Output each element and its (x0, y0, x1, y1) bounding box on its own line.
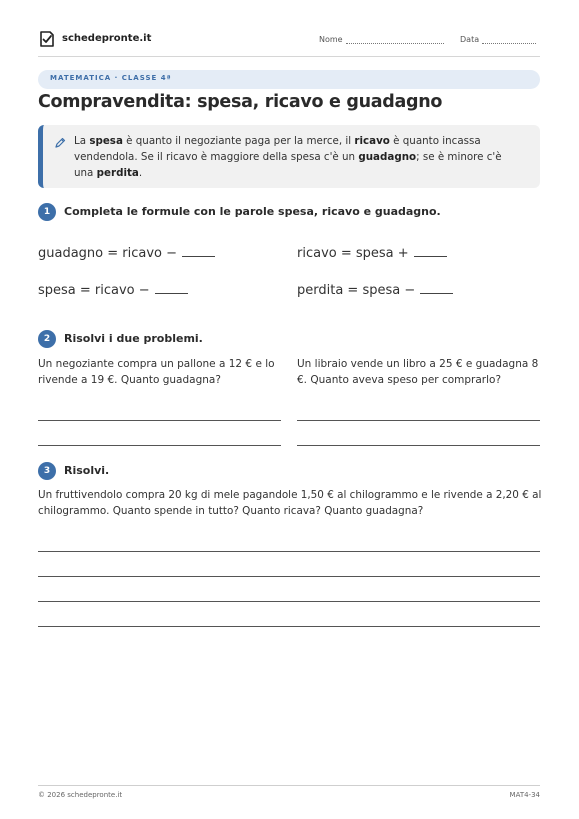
date-field[interactable] (460, 35, 536, 44)
name-blank[interactable] (346, 35, 444, 44)
formula-spesa (38, 283, 188, 298)
problem-b: Un libraio vende un libro a 25 € e guadagna 8 €. Quanto aveva speso per comprarlo? (297, 358, 539, 386)
term-perdita: perdita (96, 167, 139, 179)
exercise-number-2: 2 (38, 330, 56, 348)
exercise-number-1: 1 (38, 203, 56, 221)
info-text-part: è quanto incassa vendendola. Se il ricavo è maggiore della spesa c'è un (74, 135, 481, 163)
term-ricavo: ricavo (354, 135, 390, 147)
info-text-part: è quanto il negoziante paga per la merce, il (122, 135, 355, 147)
info-text-part: . (138, 167, 143, 179)
formula-text: perdita = spesa − (297, 283, 416, 298)
answer-blank[interactable] (182, 255, 215, 257)
info-text-part: ; se è minore c'è una (74, 151, 502, 179)
header-divider (38, 56, 540, 57)
page-header (38, 30, 540, 50)
checkbox-page-icon (38, 30, 56, 48)
pencil-icon (54, 137, 66, 149)
subject-label: MATEMATICA · CLASSE 4ª (50, 74, 172, 82)
footer-divider (38, 785, 540, 786)
term-spesa: spesa (89, 135, 123, 147)
exercise-number-3: 3 (38, 462, 56, 480)
formula-text: spesa = ricavo − (38, 283, 150, 298)
name-label: Nome (319, 35, 343, 44)
formula-perdita (297, 283, 453, 298)
formula-guadagno (38, 246, 215, 261)
term-guadagno: guadagno (358, 151, 417, 163)
exercise-2-heading: Risolvi i due problemi. (64, 332, 203, 345)
exercise-1-heading: Completa le formule con le parole spesa, ricavo e guadagno. (64, 205, 441, 218)
info-text (74, 133, 524, 181)
answer-line[interactable] (38, 626, 540, 627)
formula-text: ricavo = spesa + (297, 246, 409, 261)
answer-blank[interactable] (155, 292, 188, 294)
answer-line[interactable] (297, 420, 540, 421)
subject-pill (38, 70, 540, 89)
problem-text: Un fruttivendolo compra 20 kg di mele pagandole 1,50 € al chilogrammo e le rivende a 2,20 € al chilogrammo. Quanto spende in tutto? Quanto ricava? Quanto guadagna? (38, 489, 542, 517)
answer-blank[interactable] (414, 255, 447, 257)
footer-copyright: © 2026 schedepronte.it (38, 791, 123, 799)
answer-blank[interactable] (420, 292, 453, 294)
name-field[interactable] (319, 35, 444, 44)
answer-line[interactable] (38, 420, 281, 421)
answer-line[interactable] (38, 576, 540, 577)
footer-code: MAT4-34 (509, 791, 540, 799)
answer-line[interactable] (38, 551, 540, 552)
formula-ricavo (297, 246, 447, 261)
info-text-part: La (74, 135, 90, 147)
brand-name: schedepronte.it (62, 33, 152, 44)
answer-line[interactable] (297, 445, 540, 446)
date-label: Data (460, 35, 480, 44)
answer-line[interactable] (38, 445, 281, 446)
page-title: Compravendita: spesa, ricavo e guadagno (38, 92, 443, 112)
answer-line[interactable] (38, 601, 540, 602)
exercise-3-heading: Risolvi. (64, 464, 110, 477)
date-blank[interactable] (482, 35, 536, 44)
formula-text: guadagno = ricavo − (38, 246, 178, 261)
problem-a: Un negoziante compra un pallone a 12 € e lo rivende a 19 €. Quanto guadagna? (38, 358, 275, 386)
